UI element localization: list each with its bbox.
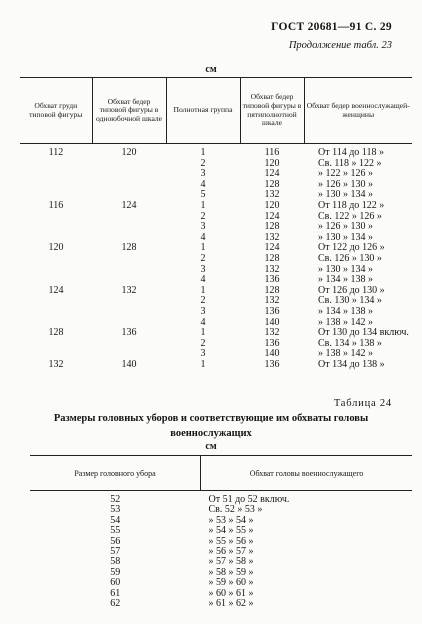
cell-hat-size: 61 — [110, 587, 121, 599]
table24-header-row — [30, 456, 412, 491]
cell-hips-range: Св. 122 » 126 » — [318, 210, 382, 222]
cell-hips-five: 128 — [264, 252, 280, 264]
cell-head-girth: » 61 » 62 » — [208, 598, 254, 610]
cell-group: 2 — [200, 295, 206, 307]
cell-chest — [20, 159, 92, 170]
cell-group: 3 — [200, 348, 206, 360]
cell-hat-size: 59 — [110, 566, 121, 578]
cell-head-girth: » 59 » 60 » — [208, 577, 254, 589]
cell-group: 4 — [200, 316, 206, 328]
cell-chest — [20, 212, 92, 223]
table24-title — [0, 411, 422, 441]
cell-hips-five: 128 — [264, 221, 280, 233]
cell-chest — [20, 307, 92, 318]
table-row — [30, 491, 412, 506]
table24-number: Таблица 24 — [333, 398, 392, 409]
table-row — [20, 360, 412, 371]
cell-chest — [20, 222, 92, 233]
cell-hips-range: » 130 » 134 » — [318, 189, 373, 201]
cell-hips-five: 136 — [264, 358, 280, 370]
cell-chest: 116 — [48, 199, 64, 211]
cell-hat-size: 53 — [110, 504, 121, 516]
cell-group: 1 — [200, 358, 206, 370]
col-header-head-girth: Обхват головы военнослужащего — [201, 456, 413, 491]
cell-hips-five: 132 — [264, 231, 280, 243]
cell-head-girth: » 56 » 57 » — [208, 546, 254, 558]
cell-hips-range: » 138 » 142 » — [318, 316, 373, 328]
cell-hips-range: От 122 до 126 » — [318, 242, 385, 254]
cell-hips-five: 132 — [264, 263, 280, 275]
cell-hips-range: » 134 » 138 » — [318, 305, 373, 317]
cell-hat-size: 55 — [110, 525, 121, 537]
cell-hips-five: 128 — [264, 178, 280, 190]
cell-hips-range: От 130 до 134 включ. — [318, 327, 409, 339]
table-row — [20, 307, 412, 318]
cell-group: 1 — [200, 327, 206, 339]
cell-hips-range: » 130 » 134 » — [318, 263, 373, 275]
cell-hat-size: 62 — [110, 598, 121, 610]
table23-unit: см — [205, 64, 217, 75]
cell-chest — [20, 339, 92, 350]
cell-chest — [20, 180, 92, 191]
cell-chest: 132 — [48, 358, 64, 370]
cell-hips-five: 140 — [264, 348, 280, 360]
cell-chest: 128 — [48, 327, 64, 339]
cell-hips-single: 140 — [121, 358, 137, 370]
cell-group: 5 — [200, 189, 206, 201]
cell-hips-five: 136 — [264, 337, 280, 349]
cell-hips-five: 132 — [264, 327, 280, 339]
cell-hat-size: 52 — [110, 494, 121, 505]
cell-hips-five: 128 — [264, 284, 280, 296]
table24-title-line1: Размеры головных уборов и соответствующие им обхваты головы — [53, 413, 369, 424]
cell-hips-single — [92, 180, 166, 191]
cell-hips-single — [92, 254, 166, 265]
cell-chest — [20, 296, 92, 307]
cell-hips-single — [92, 222, 166, 233]
cell-hips-five: 132 — [264, 295, 280, 307]
cell-chest — [20, 265, 92, 276]
col-header-hat-size: Размер головного убора — [30, 456, 201, 491]
cell-group: 1 — [200, 242, 206, 254]
cell-hips-range: От 118 до 122 » — [318, 199, 385, 211]
cell-hat-size: 56 — [110, 535, 121, 547]
table-24 — [30, 455, 412, 609]
cell-hips-single — [92, 212, 166, 223]
cell-hips-five: 116 — [264, 147, 280, 158]
cell-group: 2 — [200, 252, 206, 264]
cell-hips-range: От 126 до 130 » — [318, 284, 385, 296]
cell-chest: 120 — [48, 242, 64, 254]
cell-head-girth: » 53 » 54 » — [208, 514, 254, 526]
cell-group: 1 — [200, 284, 206, 296]
cell-hat-size: 57 — [110, 546, 121, 558]
cell-group: 3 — [200, 168, 206, 180]
cell-head-girth: » 58 » 59 » — [208, 566, 254, 578]
continuation-note: Продолжение табл. 23 — [288, 40, 392, 51]
col-header-hips-single: Обхват бедер типовой фигуры в одноюбочной шкале — [92, 78, 166, 144]
cell-hips-range: » 130 » 134 » — [318, 231, 373, 243]
cell-group: 1 — [200, 199, 206, 211]
cell-chest — [20, 254, 92, 265]
cell-group: 4 — [200, 178, 206, 190]
cell-hips-five: 124 — [264, 210, 280, 222]
cell-head-girth: От 51 до 52 включ. — [208, 494, 290, 505]
cell-chest: 112 — [48, 147, 64, 158]
cell-hips-range: Св. 134 » 138 » — [318, 337, 382, 349]
cell-hips-five: 140 — [264, 316, 280, 328]
cell-hips-single — [92, 307, 166, 318]
cell-hips-five: 136 — [264, 305, 280, 317]
cell-group: 3 — [200, 221, 206, 233]
cell-chest: 124 — [48, 284, 64, 296]
col-header-hips-five: Обхват бедер типовой фигуры в пятиполнотной шкале — [240, 78, 304, 144]
cell-hips-five: 136 — [264, 274, 280, 286]
cell-hips-single — [92, 339, 166, 350]
cell-chest — [20, 169, 92, 180]
cell-hips-single: 128 — [121, 242, 137, 254]
cell-group: 4 — [200, 274, 206, 286]
cell-hips-range: » 126 » 130 » — [318, 178, 373, 190]
cell-group: 3 — [200, 305, 206, 317]
cell-head-girth: » 55 » 56 » — [208, 535, 254, 547]
cell-group: 2 — [200, 337, 206, 349]
cell-hips-range: Св. 130 » 134 » — [318, 295, 382, 307]
cell-hips-single: 136 — [121, 327, 137, 339]
cell-hips-single — [92, 159, 166, 170]
cell-group: 1 — [200, 147, 206, 158]
table-row — [20, 254, 412, 265]
cell-hips-range: Св. 126 » 130 » — [318, 252, 382, 264]
cell-group: 2 — [200, 210, 206, 222]
cell-hat-size: 58 — [110, 556, 121, 568]
col-header-chest: Обхват груди типовой фигуры — [20, 78, 92, 144]
cell-hat-size: 54 — [110, 514, 121, 526]
col-header-group: Полнотная группа — [166, 78, 240, 144]
cell-hips-single: 132 — [121, 284, 137, 296]
cell-hips-five: 124 — [264, 242, 280, 254]
cell-head-girth: » 54 » 55 » — [208, 525, 254, 537]
cell-group: 4 — [200, 231, 206, 243]
cell-hips-range: » 138 » 142 » — [318, 348, 373, 360]
cell-hips-five: 132 — [264, 189, 280, 201]
cell-head-girth: Св. 52 » 53 » — [208, 504, 263, 516]
cell-hips-single: 124 — [121, 199, 137, 211]
cell-hips-range: » 134 » 138 » — [318, 274, 373, 286]
table-23 — [20, 77, 412, 370]
cell-group: 3 — [200, 263, 206, 275]
cell-hips-five: 120 — [264, 157, 280, 169]
cell-head-girth: » 57 » 58 » — [208, 556, 254, 568]
table-row — [20, 144, 412, 159]
cell-hips-five: 124 — [264, 168, 280, 180]
cell-hat-size: 60 — [110, 577, 121, 589]
cell-hips-five: 120 — [264, 199, 280, 211]
cell-hips-single: 120 — [121, 147, 137, 158]
cell-hips-single — [92, 265, 166, 276]
cell-hips-range: От 114 до 118 » — [318, 147, 384, 158]
cell-head-girth: » 60 » 61 » — [208, 587, 254, 599]
cell-hips-single — [92, 169, 166, 180]
cell-hips-range: » 126 » 130 » — [318, 221, 373, 233]
cell-group: 2 — [200, 157, 206, 169]
cell-hips-range: От 134 до 138 » — [318, 358, 385, 370]
cell-hips-range: » 122 » 126 » — [318, 168, 373, 180]
table24-unit: см — [205, 441, 217, 452]
cell-hips-single — [92, 296, 166, 307]
table-row — [20, 201, 412, 212]
page-header: ГОСТ 20681—91 С. 29 — [271, 21, 392, 33]
cell-hips-range: Св. 118 » 122 » — [318, 157, 382, 169]
table23-header-row — [20, 78, 412, 144]
table-row — [30, 599, 412, 609]
col-header-hips-range: Обхват бедер военнослужащей-женщины — [304, 78, 412, 144]
table24-title-line2: военнослужащих — [170, 428, 252, 439]
